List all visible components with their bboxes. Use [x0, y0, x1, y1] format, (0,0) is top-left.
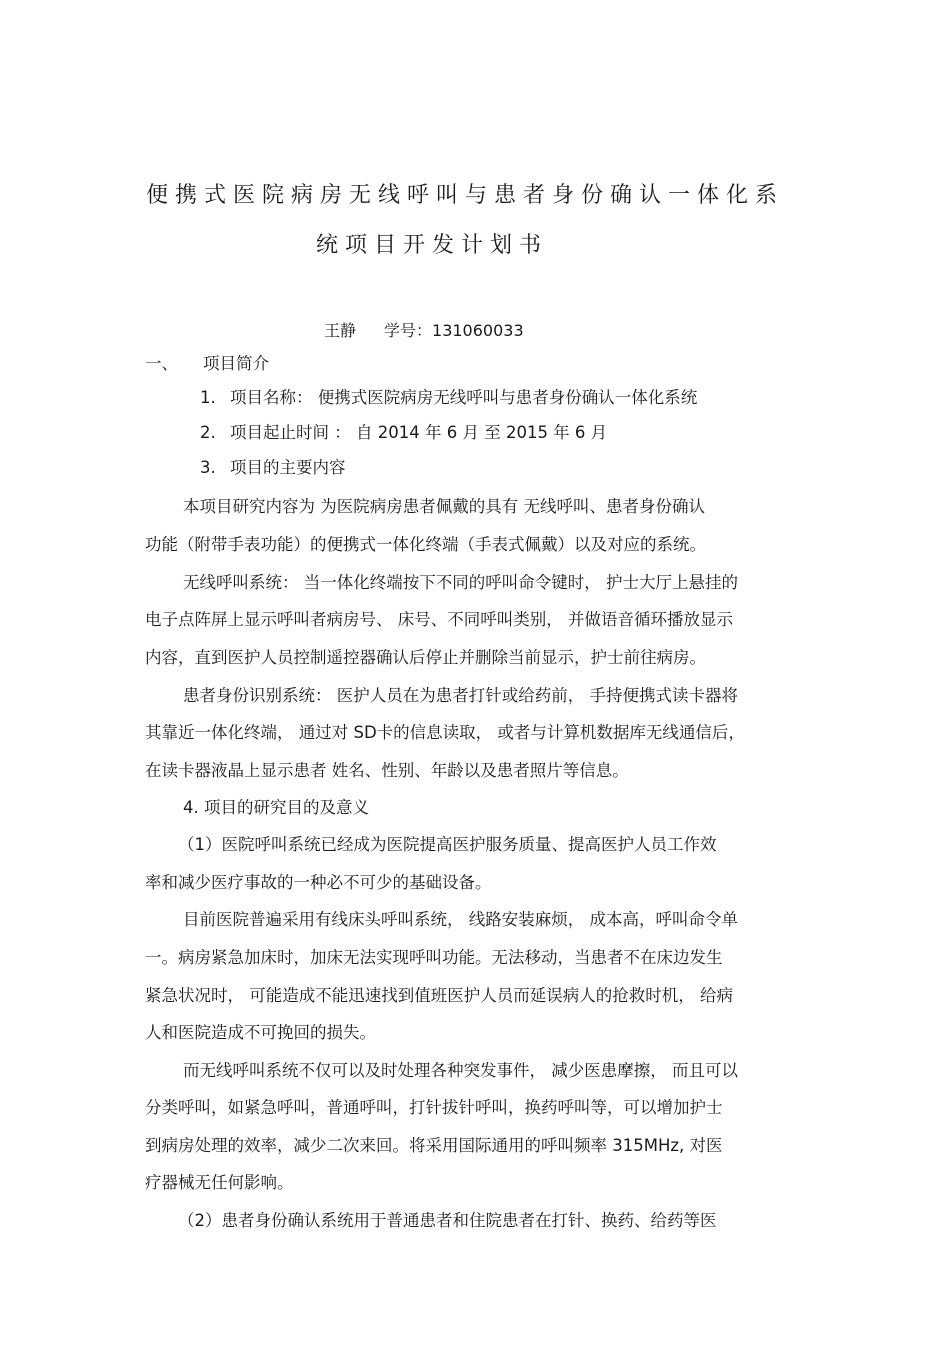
paragraph-line: 紧急状况时， 可能造成不能迅速找到值班医护人员而延误病人的抢救时机， 给病	[145, 986, 733, 1005]
paragraph-line: 目前医院普遍采用有线床头呼叫系统， 线路安装麻烦， 成本高，呼叫命令单	[183, 910, 738, 929]
list-item-number: 3.	[200, 458, 216, 477]
paragraph-line: 到病房处理的效率，减少二次来回。将采用国际通用的呼叫频率 315MHz, 对医	[145, 1136, 723, 1155]
paragraph-line: 一。病房紧急加床时，加床无法实现呼叫功能。无法移动，当患者不在床边发生	[145, 948, 723, 967]
section-number: 一、	[145, 354, 178, 373]
doc-title-line-1: 便携式医院病房无线呼叫与患者身份确认一体化系	[146, 183, 785, 208]
list-item	[200, 386, 697, 410]
student-id: 学号：131060033	[384, 321, 524, 340]
section-heading	[145, 352, 269, 376]
list-item	[200, 421, 607, 445]
paragraph-line: 功能（附带手表功能）的便携式一体化终端（手表式佩戴）以及对应的系统。	[145, 535, 706, 554]
paragraph-line: （2）患者身份确认系统用于普通患者和住院患者在打针、换药、给药等医	[178, 1211, 717, 1230]
paragraph-line: 电子点阵屏上显示呼叫者病房号、 床号、不同呼叫类别， 并做语音循环播放显示	[145, 610, 733, 629]
author-name: 王静	[324, 321, 357, 340]
paragraph-line: 本项目研究内容为 为医院病房患者佩戴的具有 无线呼叫、患者身份确认	[183, 497, 705, 516]
paragraph-line: 人和医院造成不可挽回的损失。	[145, 1023, 376, 1042]
list-item-number: 2.	[200, 423, 216, 442]
paragraph-line: 其靠近一体化终端， 通过对 SD卡的信息读取， 或者与计算机数据库无线通信后，	[145, 723, 745, 742]
paragraph-line: 无线呼叫系统： 当一体化终端按下不同的呼叫命令键时， 护士大厅上悬挂的	[183, 573, 738, 592]
list-item-text: 项目起止时间 ： 自 2014 年 6 月 至 2015 年 6 月	[230, 423, 608, 442]
list-item-number: 1.	[200, 388, 216, 407]
author-line	[324, 318, 552, 341]
paragraph-line: （1）医院呼叫系统已经成为医院提高医护服务质量、提高医护人员工作效	[178, 835, 717, 854]
paragraph-line: 分类呼叫，如紧急呼叫，普通呼叫，打针拔针呼叫，换药呼叫等，可以增加护士	[145, 1098, 723, 1117]
doc-title-line-2: 统项目开发计划书	[316, 233, 549, 258]
paragraph-line: 内容，直到医护人员控制遥控器确认后停止并删除当前显示，护士前往病房。	[145, 648, 706, 667]
paragraph-line: 4. 项目的研究目的及意义	[183, 798, 369, 817]
paragraph-line: 在读卡器液晶上显示患者 姓名、性别、年龄以及患者照片等信息。	[145, 761, 629, 780]
list-item-text: 项目的主要内容	[230, 458, 346, 477]
paragraph-line: 患者身份识别系统： 医护人员在为患者打针或给药前， 手持便携式读卡器将	[183, 686, 738, 705]
list-item	[200, 456, 346, 480]
paragraph-line: 率和减少医疗事故的一种必不可少的基础设备。	[145, 873, 492, 892]
list-item-text: 项目名称： 便携式医院病房无线呼叫与患者身份确认一体化系统	[230, 388, 698, 407]
paragraph-line: 而无线呼叫系统不仅可以及时处理各种突发事件， 减少医患摩擦， 而且可以	[183, 1061, 738, 1080]
section-title: 项目简介	[203, 354, 269, 373]
paragraph-line: 疗器械无任何影响。	[145, 1173, 294, 1192]
